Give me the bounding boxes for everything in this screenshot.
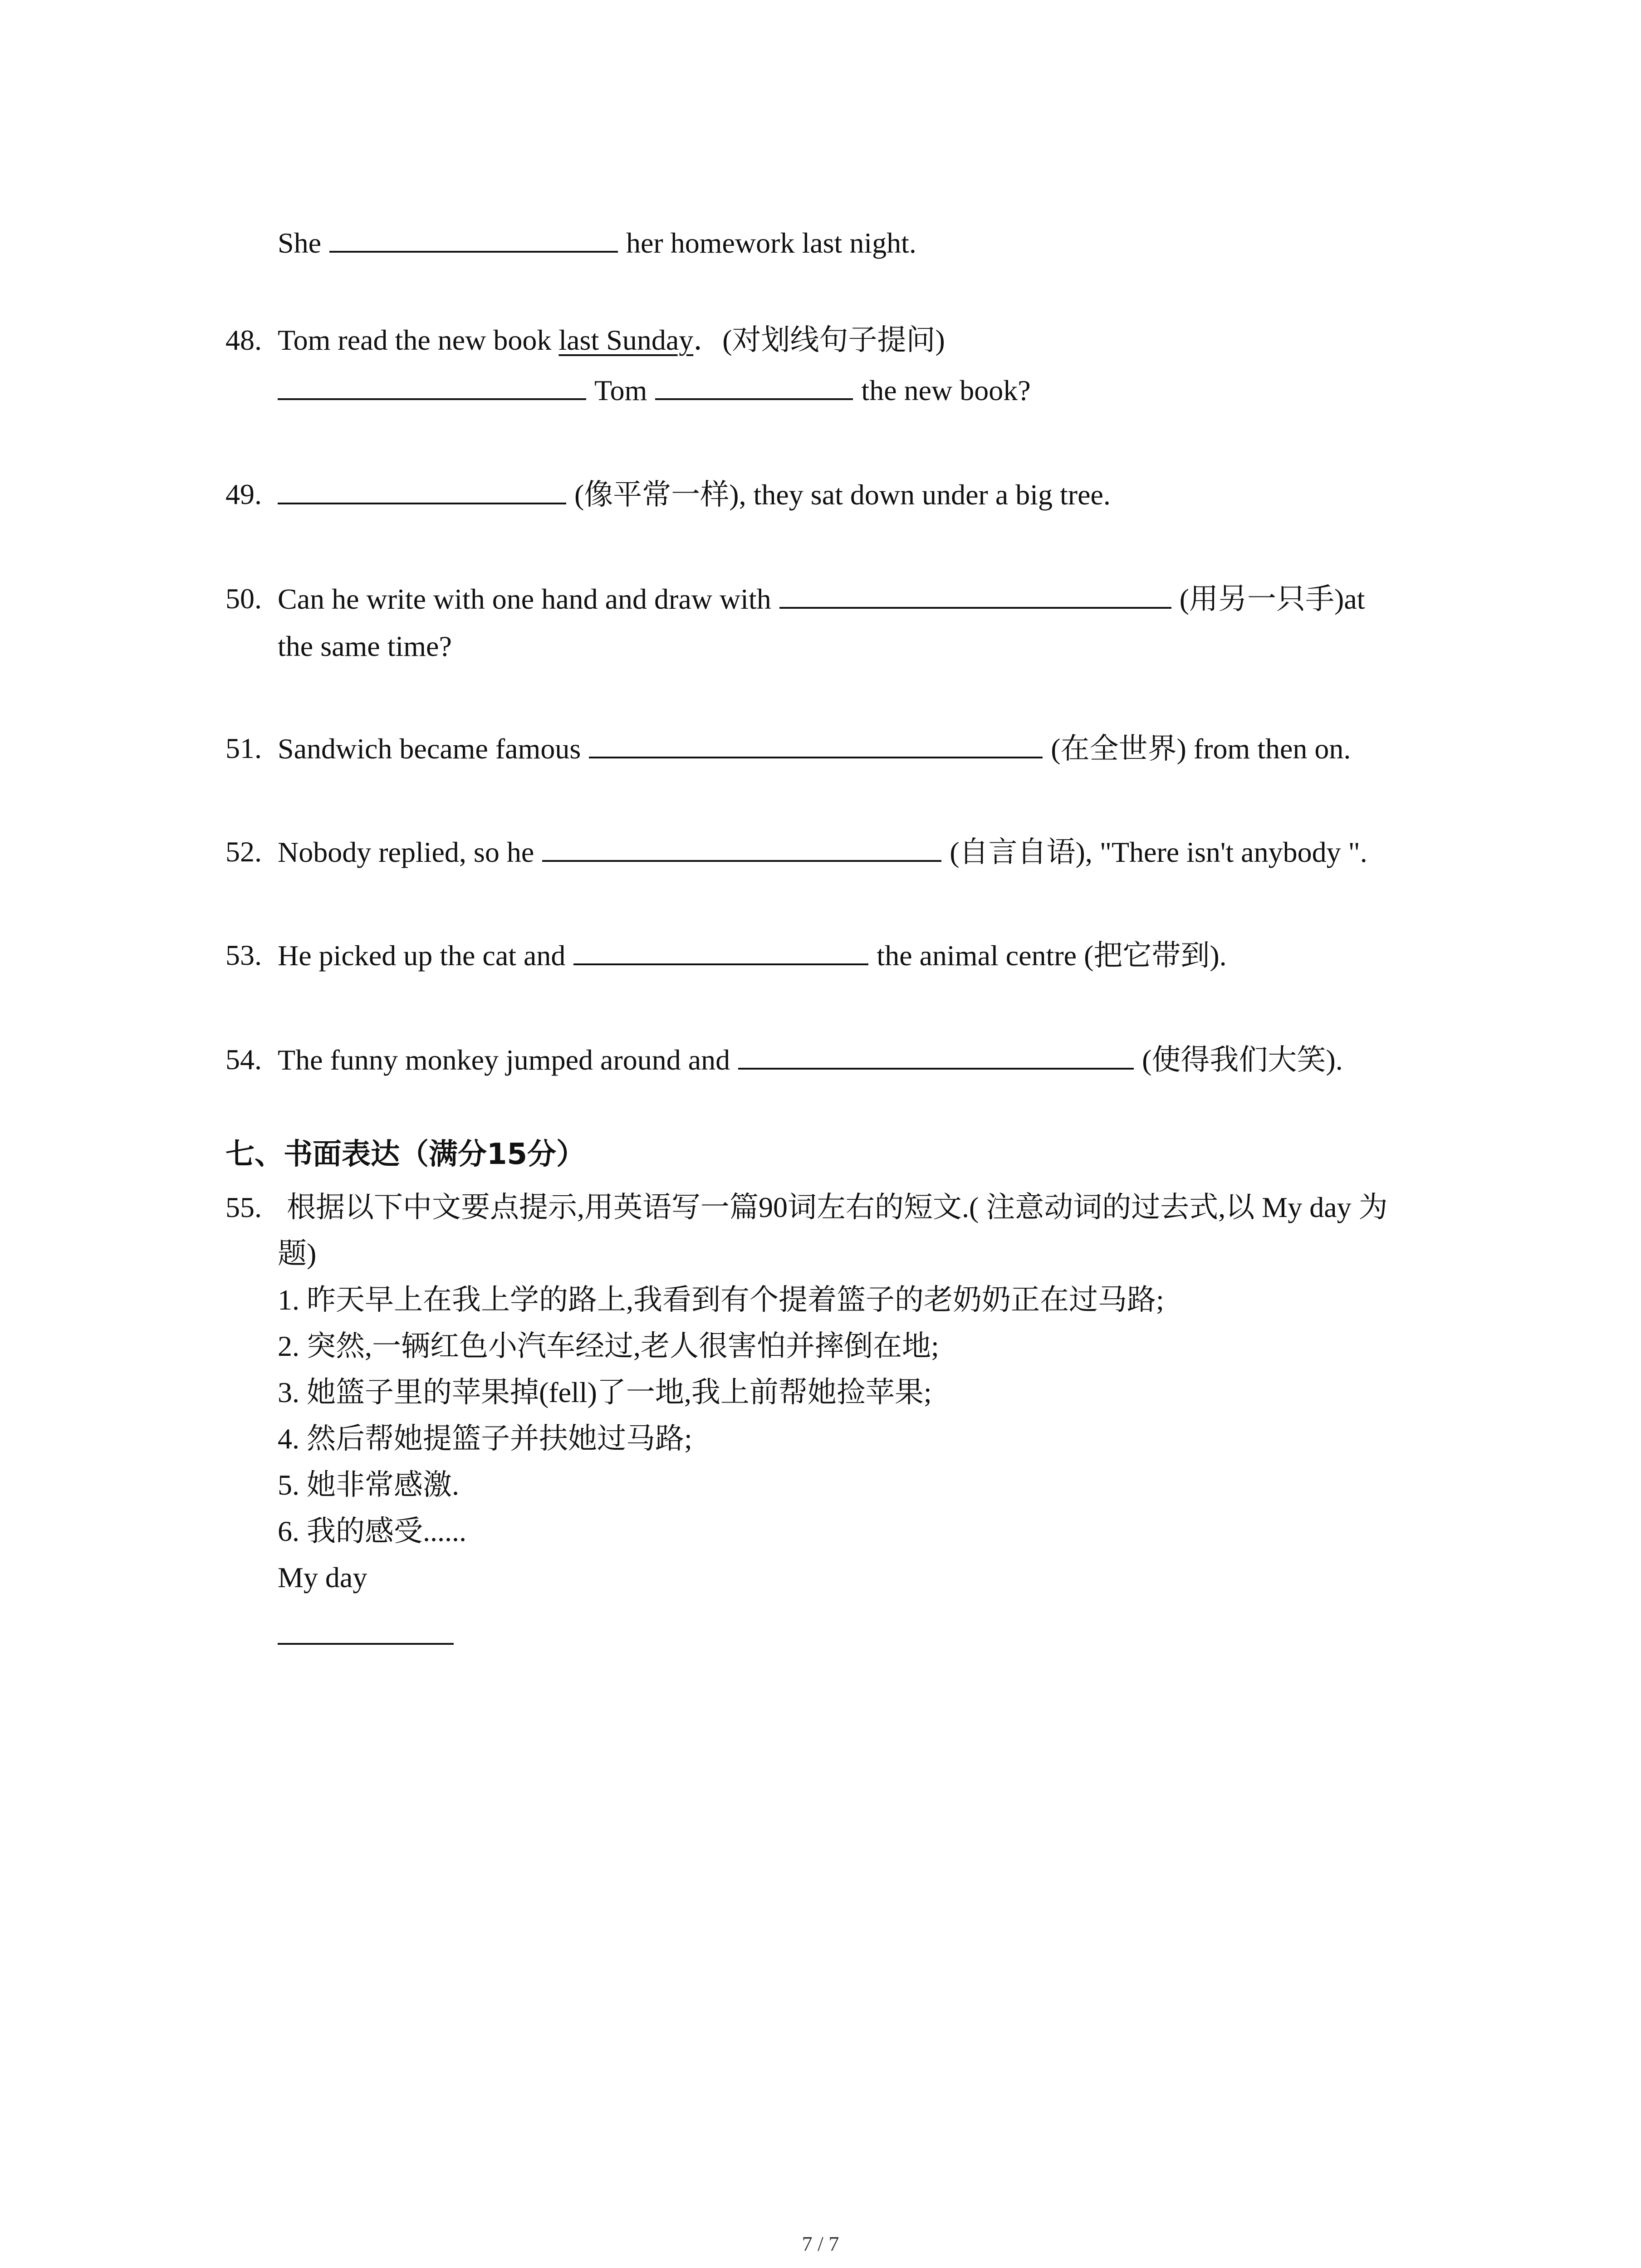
q55-point-6: 6. 我的感受...... (278, 1515, 466, 1547)
q52-number: 52. (225, 836, 262, 868)
q50-line1 (278, 581, 1365, 617)
q53-line (278, 937, 1227, 974)
q48-number: 48. (225, 324, 262, 356)
q47-continuation (278, 225, 916, 261)
q55-point-3: 3. 她篮子里的苹果掉(fell)了一地,我上前帮她捡苹果; (278, 1376, 932, 1408)
q52-pre: Nobody replied, so he (278, 836, 534, 868)
answer-blank[interactable] (589, 730, 1043, 758)
q49-line (278, 476, 1111, 513)
q48-line1 (278, 322, 945, 358)
q48-text-pre: Tom read the new book (278, 324, 559, 356)
answer-blank[interactable] (738, 1041, 1134, 1070)
q55-prompt-line1: 根据以下中文要点提示,用英语写一篇90词左右的短文.( 注意动词的过去式,以 My day 为 (287, 1191, 1388, 1223)
answer-blank[interactable] (542, 834, 941, 862)
q55-prompt-line2: 题) (278, 1237, 317, 1270)
section-heading: 七、书面表达（满分15分） (225, 1138, 586, 1171)
page-number: 7 / 7 (802, 2232, 839, 2255)
answer-blank[interactable] (278, 476, 566, 504)
q55-point-5: 5. 她非常感激. (278, 1469, 459, 1501)
q54-post: (使得我们大笑). (1142, 1044, 1343, 1076)
q54-pre: The funny monkey jumped around and (278, 1044, 730, 1076)
q49-post: (像平常一样), they sat down under a big tree. (574, 479, 1111, 511)
q50-pre: Can he write with one hand and draw with (278, 583, 771, 615)
q47-pre: She (278, 227, 321, 259)
q50-post: (用另一只手)at (1179, 583, 1365, 615)
q52-line (278, 834, 1367, 870)
q55-point-2: 2. 突然,一辆红色小汽车经过,老人很害怕并摔倒在地; (278, 1330, 939, 1362)
q53-number: 53. (225, 939, 262, 971)
q53-post: the animal centre (把它带到). (877, 939, 1227, 972)
q48-post: the new book? (861, 374, 1031, 406)
q47-post: her homework last night. (626, 227, 916, 259)
q51-line (278, 730, 1351, 767)
q51-post: (在全世界) from then on. (1051, 733, 1351, 765)
answer-blank[interactable] (329, 225, 618, 253)
q48-text-post: ．(对划线句子提问) (693, 324, 945, 356)
q48-line2 (278, 372, 1031, 409)
q49-number: 49. (225, 478, 262, 510)
q55-title-line: My day (278, 1561, 367, 1593)
q54-line (278, 1041, 1343, 1078)
answer-blank[interactable] (779, 581, 1171, 609)
writing-blank[interactable] (278, 1643, 454, 1645)
answer-blank[interactable] (278, 372, 586, 400)
q48-underlined: last Sunday (558, 324, 694, 356)
q55-number: 55. (225, 1191, 262, 1223)
q55-point-1: 1. 昨天早上在我上学的路上,我看到有个提着篮子的老奶奶正在过马路; (278, 1284, 1164, 1316)
q51-pre: Sandwich became famous (278, 733, 581, 765)
q55-point-4: 4. 然后帮她提篮子并扶她过马路; (278, 1422, 692, 1455)
q52-post: (自言自语), "There isn't anybody ". (950, 836, 1367, 868)
q50-number: 50. (225, 582, 262, 615)
q54-number: 54. (225, 1043, 262, 1075)
q53-pre: He picked up the cat and (278, 939, 566, 972)
q51-number: 51. (225, 732, 262, 764)
answer-blank[interactable] (573, 937, 868, 965)
q50-line2: the same time? (278, 630, 452, 662)
q48-mid: Tom (594, 374, 647, 406)
answer-blank[interactable] (655, 372, 853, 400)
